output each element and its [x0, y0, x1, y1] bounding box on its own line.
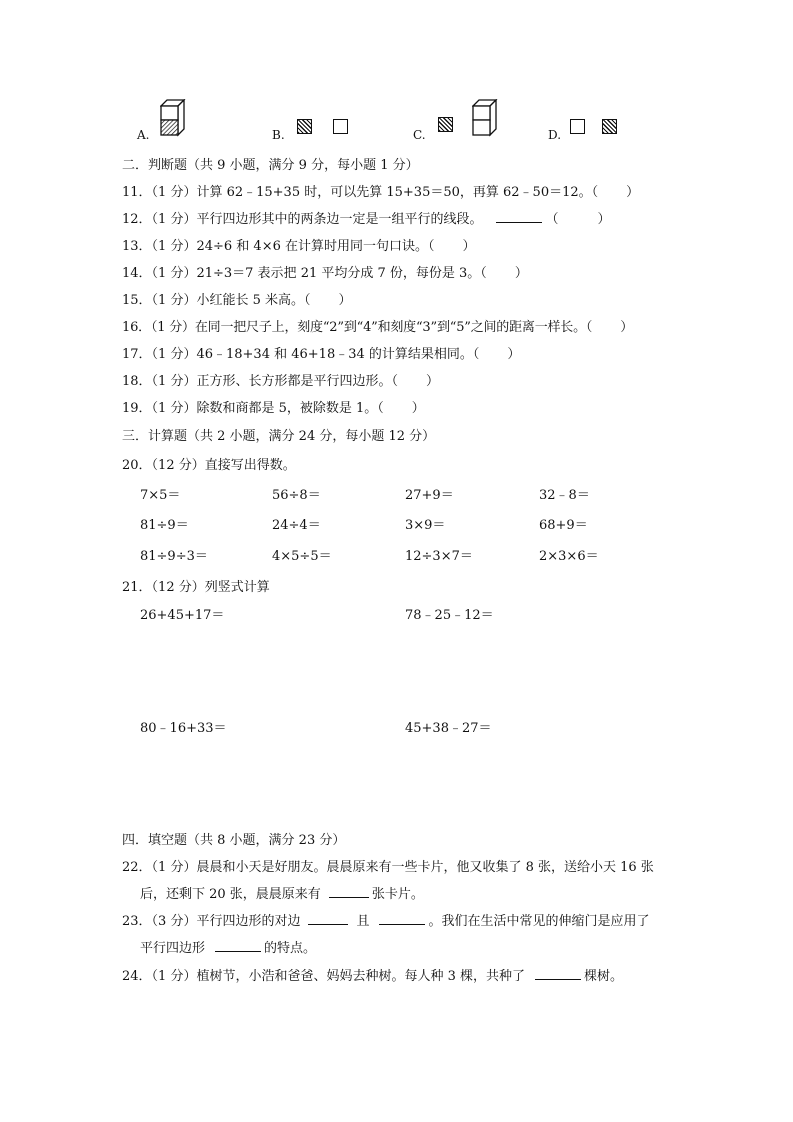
question-text: 且	[356, 914, 370, 929]
question-12	[122, 208, 610, 227]
vertical-calc-item: 78﹣25﹣12＝	[405, 608, 494, 623]
calc-item: 32﹣8＝	[539, 488, 590, 503]
answer-blank[interactable]	[535, 967, 581, 980]
calc-item: 68+9＝	[539, 518, 588, 533]
section-3-heading: 三．计算题（共 2 小题，满分 24 分，每小题 12 分）	[122, 429, 436, 444]
question-16	[122, 316, 633, 335]
section-2-heading: 二．判断题（共 9 小题，满分 9 分，每小题 1 分）	[122, 158, 419, 173]
question-22-line-1: 22．（1 分）晨晨和小天是好朋友。晨晨原来有一些卡片，他又收集了 8 张，送给小天 16 张	[122, 860, 654, 875]
question-number: 15．（1 分）	[122, 293, 197, 308]
question-number: 14．（1 分）	[122, 266, 197, 281]
answer-blank[interactable]	[329, 885, 369, 898]
option-c-label: C.	[413, 128, 426, 142]
question-number: 17．（1 分）	[122, 347, 197, 362]
calc-item: 3×9＝	[405, 518, 446, 533]
square-icon	[333, 119, 348, 134]
question-text: 小红能长 5 米高。（	[196, 293, 311, 308]
question-text: 后，还剩下 20 张，晨晨原来有	[140, 887, 321, 902]
vertical-calc-item: 45+38﹣27＝	[405, 721, 492, 736]
question-13	[122, 235, 476, 254]
answer-paren[interactable]: ）	[626, 185, 640, 200]
calc-item: 4×5÷5＝	[272, 549, 332, 564]
calc-item: 27+9＝	[405, 488, 454, 503]
question-23-line-2	[140, 937, 316, 956]
question-text: 21÷3＝7 表示把 21 平均分成 7 份，每份是 3。（	[196, 266, 487, 281]
hatched-square-icon	[602, 119, 617, 134]
question-text: 张卡片。	[371, 887, 424, 902]
question-text: 24．（1 分）植树节，小浩和爸爸、妈妈去种树。每人种 3 棵，共种了	[122, 969, 525, 984]
question-text: 。我们在生活中常见的伸缩门是应用了	[428, 914, 650, 929]
calc-item: 81÷9＝	[140, 518, 189, 533]
hatched-square-icon	[297, 119, 312, 134]
question-19	[122, 397, 425, 416]
question-17	[122, 343, 520, 362]
vertical-calc-item: 80﹣16+33＝	[140, 721, 227, 736]
answer-paren[interactable]: ）	[425, 374, 439, 389]
question-text: 24÷6 和 4×6 在计算时用同一句口诀。（	[196, 239, 435, 254]
question-24	[122, 965, 623, 984]
answer-paren[interactable]: （ ）	[545, 212, 611, 227]
answer-paren[interactable]: ）	[507, 347, 521, 362]
option-b-label: B.	[272, 128, 285, 142]
answer-paren[interactable]: ）	[338, 293, 352, 308]
answer-paren[interactable]: ）	[514, 266, 528, 281]
question-text: 23．（3 分）平行四边形的对边	[122, 914, 301, 929]
answer-paren[interactable]: ）	[411, 401, 425, 416]
vertical-calc-item: 26+45+17＝	[140, 608, 225, 623]
question-text: 46﹣18+34 和 46+18﹣34 的计算结果相同。（	[196, 347, 480, 362]
question-text: 除数和商都是 5，被除数是 1。（	[196, 401, 384, 416]
option-d-label: D.	[548, 128, 562, 142]
question-number: 19．（1 分）	[122, 401, 197, 416]
calc-item: 12÷3×7＝	[405, 549, 473, 564]
calc-item: 2×3×6＝	[539, 549, 599, 564]
option-a-figure	[160, 99, 186, 137]
question-22-line-2	[140, 883, 424, 902]
answer-blank[interactable]	[215, 939, 261, 952]
calc-item: 7×5＝	[140, 488, 181, 503]
hatched-square-icon	[438, 117, 453, 132]
answer-blank[interactable]	[496, 210, 542, 223]
answer-paren[interactable]: ）	[462, 239, 476, 254]
question-text: 计算 62﹣15+35 时，可以先算 15+35＝50，再算 62﹣50＝12。（	[196, 185, 599, 200]
question-text: 平行四边形	[140, 941, 206, 956]
calc-item: 24÷4＝	[272, 518, 321, 533]
answer-paren[interactable]: ）	[620, 320, 634, 335]
question-18	[122, 370, 439, 389]
question-number: 16．（1 分）	[122, 320, 195, 335]
calc-item: 81÷9÷3＝	[140, 549, 208, 564]
square-icon	[570, 119, 585, 134]
answer-blank[interactable]	[308, 912, 348, 925]
question-text: 棵树。	[583, 969, 623, 984]
question-21-title: 21．（12 分）列竖式计算	[122, 580, 270, 595]
question-text: 平行四边形其中的两条边一定是一组平行的线段。	[196, 212, 483, 227]
question-text: 的特点。	[264, 941, 317, 956]
question-15	[122, 289, 352, 308]
question-number: 13．（1 分）	[122, 239, 197, 254]
calc-item: 56÷8＝	[272, 488, 321, 503]
option-a-label: A.	[137, 128, 150, 142]
question-number: 12．（1 分）	[122, 212, 197, 227]
question-number: 11．（1 分）	[122, 185, 197, 200]
answer-blank[interactable]	[379, 912, 425, 925]
question-23-line-1	[122, 910, 649, 929]
question-14	[122, 262, 528, 281]
question-11	[122, 181, 639, 200]
section-4-heading: 四．填空题（共 8 小题，满分 23 分）	[122, 833, 346, 848]
option-c-figure	[472, 99, 498, 137]
question-text: 在同一把尺子上，刻度“2”到“4”和刻度“3”到“5”之间的距离一样长。（	[194, 320, 593, 335]
question-text: 正方形、长方形都是平行四边形。（	[196, 374, 398, 389]
question-20-title: 20．（12 分）直接写出得数。	[122, 458, 296, 473]
question-number: 18．（1 分）	[122, 374, 197, 389]
